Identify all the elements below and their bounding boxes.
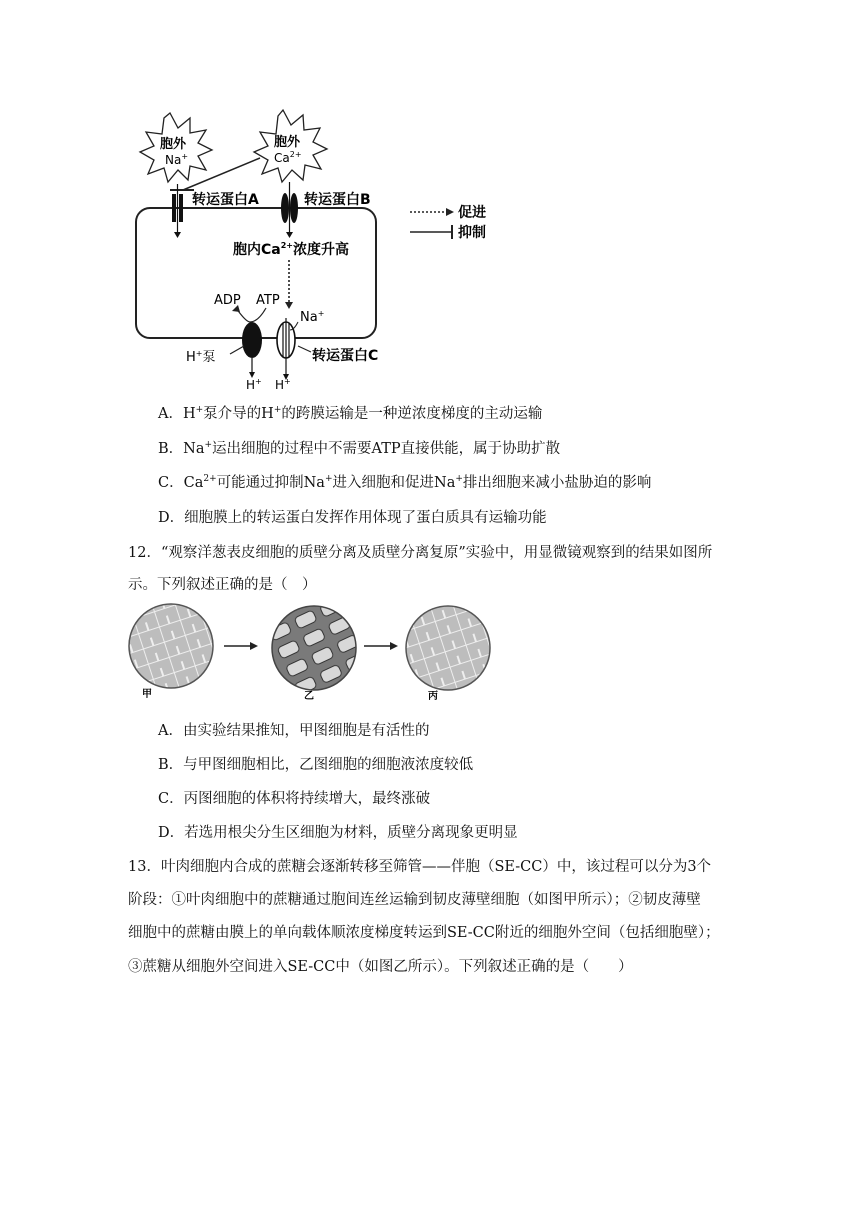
ca-rise-label: 胞内$Ca^{2+}$浓度升高: [233, 241, 350, 258]
transporter-b-label: 转运蛋白B: [304, 192, 371, 208]
micrograph-bing: [406, 606, 490, 690]
h-pump-label: H+泵: [186, 349, 216, 365]
q12-stem-line2: 示。下列叙述正确的是（ ）: [128, 577, 317, 593]
q11-option-b: B．Na+运出细胞的过程中不需要ATP直接供能，属于协助扩散: [158, 440, 561, 457]
q12-option-a: A．由实验结果推知，甲图细胞是有活性的: [158, 723, 430, 739]
label-bing: 丙: [428, 691, 438, 702]
legend-inhibit-label: 抑制: [458, 225, 486, 241]
q12-option-d: D．若选用根尖分生区细胞为材料，质壁分离现象更明显: [158, 825, 518, 841]
plasmolysis-micrographs: [128, 603, 498, 703]
h-pump: [242, 322, 262, 358]
q13-stem-line4: ③蔗糖从细胞外空间进入SE-CC中（如图乙所示）。下列叙述正确的是（ ）: [128, 959, 633, 975]
transporter-a: [172, 194, 176, 222]
atp-label: ATP: [256, 293, 280, 308]
na-inside-label: Na+: [300, 309, 325, 325]
q11-option-d: D．细胞膜上的转运蛋白发挥作用体现了蛋白质具有运输功能: [158, 510, 547, 526]
ca-burst-label: 胞外: [274, 135, 301, 150]
q12-option-b: B．与甲图细胞相比，乙图细胞的细胞液浓度较低: [158, 757, 474, 773]
q12-option-c: C．丙图细胞的体积将持续增大，最终涨破: [158, 791, 431, 807]
na-burst-label: 胞外: [160, 137, 187, 152]
svg-text:Na+: Na+: [165, 152, 189, 167]
q11-option-a: A．H+泵介导的H+的跨膜运输是一种逆浓度梯度的主动运输: [158, 405, 543, 422]
q11-option-c: C．$Ca^{2+}$可能通过抑制Na+进入细胞和促进Na+排出细胞来减小盐胁迫的影响: [158, 474, 652, 491]
cell-membrane: [136, 208, 376, 338]
transporter-b: [281, 193, 289, 223]
adp-label: ADP: [214, 293, 241, 308]
transporter-c-label: 转运蛋白C: [312, 348, 379, 364]
transporter-a-label: 转运蛋白A: [192, 192, 259, 208]
ion-transport-diagram: [128, 108, 518, 393]
label-yi: 乙: [304, 691, 314, 702]
micrograph-yi: [272, 606, 356, 690]
legend-promote-label: 促进: [458, 205, 486, 221]
q12-stem-line1: 12．“观察洋葱表皮细胞的质壁分离及质壁分离复原”实验中，用显微镜观察到的结果如图所: [128, 545, 713, 561]
q13-stem-line3: 细胞中的蔗糖由膜上的单向载体顺浓度梯度转运到SE-CC附近的细胞外空间（包括细胞壁）；: [128, 925, 720, 941]
micrograph-jia: [129, 604, 213, 688]
h-ion-label-1: H+: [246, 377, 262, 392]
h-ion-label-2: H+: [275, 377, 291, 392]
q13-stem-line1: 13．叶肉细胞内合成的蔗糖会逐渐转移至筛管——伴胞（SE-CC）中，该过程可以分为3个: [128, 859, 712, 875]
svg-text:Ca2+: $Ca^{2+}$: [274, 150, 302, 165]
label-jia: 甲: [142, 689, 152, 700]
q13-stem-line2: 阶段：①叶肉细胞中的蔗糖通过胞间连丝运输到韧皮薄壁细胞（如图甲所示）；②韧皮薄壁: [128, 892, 701, 908]
